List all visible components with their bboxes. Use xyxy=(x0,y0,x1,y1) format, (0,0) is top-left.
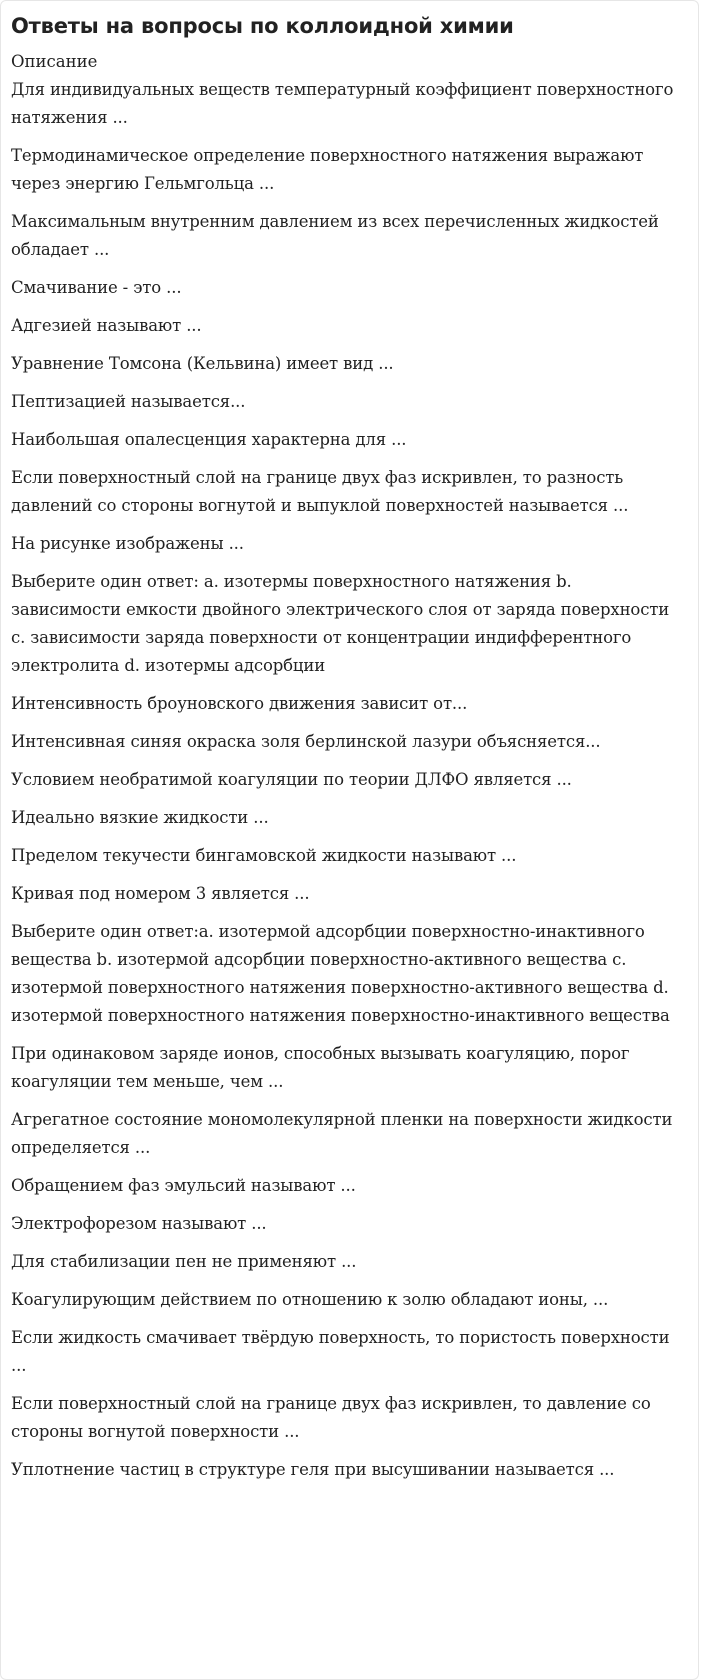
question-item: Кривая под номером 3 является ... xyxy=(11,884,310,903)
question-item: Выберите один ответ: a. изотермы поверхностного натяжения b. зависимости емкости двойного электрического слоя от заряда поверхности c. зависимости заряда поверхности от концентрации индифферентного электролита d. изотермы адсорбции xyxy=(11,572,670,675)
question-item: Адгезией называют ... xyxy=(11,316,202,335)
question-item: Идеально вязкие жидкости ... xyxy=(11,808,269,827)
question-item: Смачивание - это ... xyxy=(11,278,182,297)
question-item: Агрегатное состояние мономолекулярной пленки на поверхности жидкости определяется ... xyxy=(11,1110,673,1157)
question-item: Интенсивная синяя окраска золя берлинской лазури объясняется... xyxy=(11,732,601,751)
question-item: Условием необратимой коагуляции по теории ДЛФО является ... xyxy=(11,770,572,789)
question-item: Коагулирующим действием по отношению к золю обладают ионы, ... xyxy=(11,1290,609,1309)
question-item: Если поверхностный слой на границе двух фаз искривлен, то давление со стороны вогнутой поверхности ... xyxy=(11,1394,651,1441)
question-item: Электрофорезом называют ... xyxy=(11,1214,267,1233)
question-item: Интенсивность броуновского движения зависит от... xyxy=(11,694,468,713)
question-item: На рисунке изображены ... xyxy=(11,534,244,553)
question-item: Пределом текучести бингамовской жидкости называют ... xyxy=(11,846,517,865)
question-item: При одинаковом заряде ионов, способных вызывать коагуляцию, порог коагуляции тем меньше, чем ... xyxy=(11,1044,630,1091)
question-item: Уплотнение частиц в структуре геля при высушивании называется ... xyxy=(11,1460,615,1479)
question-item: Уравнение Томсона (Кельвина) имеет вид ... xyxy=(11,354,394,373)
question-item: Термодинамическое определение поверхностного натяжения выражают через энергию Гельмгольца ... xyxy=(11,146,644,193)
question-list xyxy=(11,76,683,1484)
question-item: Обращением фаз эмульсий называют ... xyxy=(11,1176,356,1195)
question-item: Для стабилизации пен не применяют ... xyxy=(11,1252,357,1271)
content-area xyxy=(11,11,683,1494)
description-label: Описание xyxy=(11,52,98,71)
question-item: Для индивидуальных веществ температурный коэффициент поверхностного натяжения ... xyxy=(11,80,674,127)
question-item: Если поверхностный слой на границе двух фаз искривлен, то разность давлений со стороны вогнутой и выпуклой поверхностей называется ... xyxy=(11,468,629,515)
question-item: Наибольшая опалесценция характерна для ... xyxy=(11,430,407,449)
question-item: Максимальным внутренним давлением из всех перечисленных жидкостей обладает ... xyxy=(11,212,659,259)
question-item: Выберите один ответ:a. изотермой адсорбции поверхностно-инактивного вещества b. изотермой адсорбции поверхностно-активного вещества c. изотермой поверхностного натяжения поверхностно-активного вещества d. изотермой поверхностного натяжения поверхностно-инактивного вещества xyxy=(11,922,670,1025)
page-title: Ответы на вопросы по коллоидной химии xyxy=(11,14,514,38)
question-item: Если жидкость смачивает твёрдую поверхность, то пористость поверхности ... xyxy=(11,1328,670,1375)
question-item: Пептизацией называется... xyxy=(11,392,246,411)
